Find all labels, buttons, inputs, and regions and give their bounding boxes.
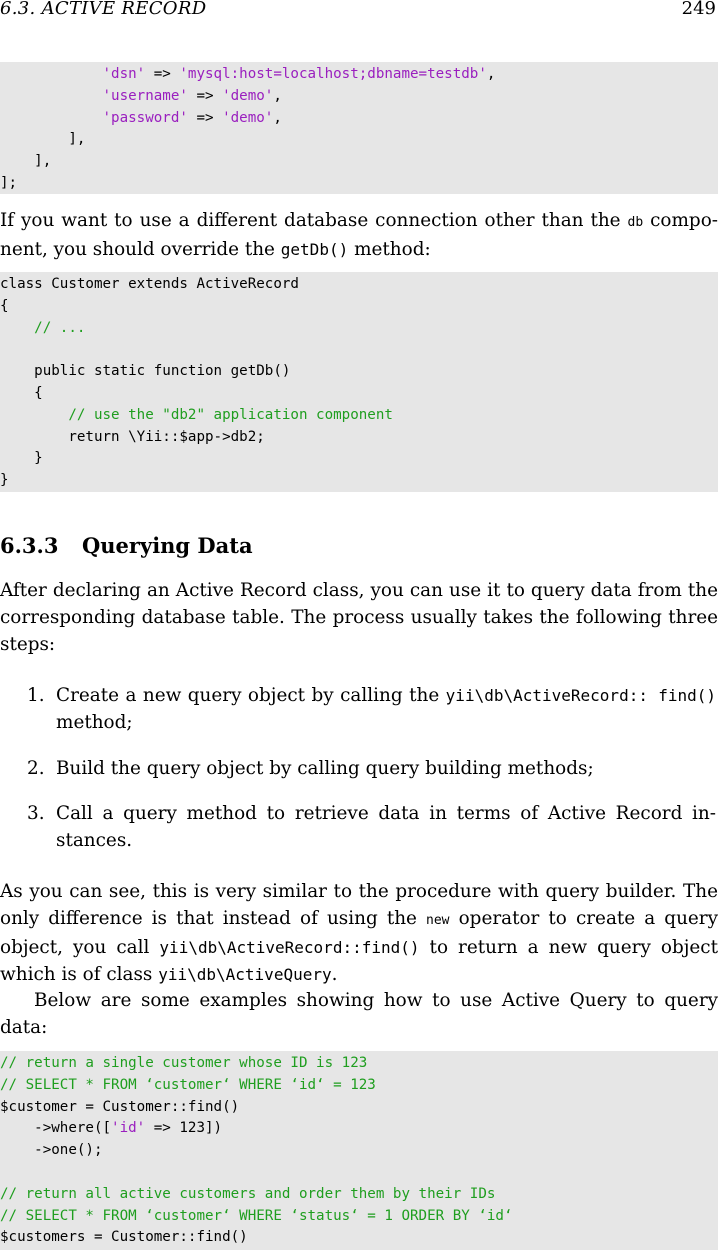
text-run [0, 66, 103, 82]
code-line [0, 383, 718, 405]
code-string: 'id' [111, 1120, 146, 1137]
inline-code: yii\db\ActiveRecord:: find() [445, 686, 716, 705]
code-comment: // return all active customers and order them by their IDs [0, 1185, 496, 1202]
code-comment: // SELECT * FROM ‘customer‘ WHERE ‘status‘ = 1 ORDER BY ‘id‘ [0, 1207, 513, 1224]
code-comment: // SELECT * FROM ‘customer‘ WHERE ‘id‘ = 123 [0, 1076, 376, 1093]
code-line [0, 448, 718, 470]
text-run [0, 320, 34, 336]
code-line [0, 274, 718, 296]
text-run: } [0, 472, 9, 489]
text-run: => [145, 66, 180, 82]
code-line [0, 405, 718, 427]
code-line [0, 427, 718, 449]
text-run: Create a new query object by calling the [56, 685, 446, 706]
inline-code: new [426, 913, 450, 928]
code-block-config [0, 62, 718, 194]
text-run: , [273, 87, 282, 104]
text-run: $customer = Customer::find() [0, 1098, 240, 1115]
section-number: 6.3.3 [0, 533, 59, 558]
code-line [0, 318, 718, 340]
list-item-number: 3. [27, 803, 45, 824]
list-item-number: 2. [27, 758, 45, 779]
code-block-examples [0, 1051, 718, 1250]
code-string: 'dsn' [102, 66, 146, 82]
inline-code: getDb() [280, 240, 349, 259]
paragraph-getdb [0, 207, 718, 263]
code-line [0, 151, 718, 173]
code-line [0, 339, 718, 361]
paragraph-examples-intro [0, 987, 718, 1041]
code-block-getdb [0, 272, 718, 492]
code-comment: // return a single customer whose ID is 123 [0, 1055, 368, 1071]
code-line [0, 1097, 718, 1119]
text-run: { [0, 384, 43, 401]
code-line [0, 1053, 718, 1075]
code-string: 'demo' [222, 87, 274, 104]
code-string: 'demo' [222, 109, 274, 126]
code-line [0, 1206, 718, 1228]
text-run: , [486, 66, 496, 82]
code-line [0, 1162, 718, 1184]
text-run: Below are some examples showing how to use Active Query to query data: [0, 990, 718, 1038]
text-run: } [0, 450, 43, 467]
inline-code: db [627, 215, 644, 230]
text-run: method; [56, 712, 133, 733]
text-run: Build the query object by calling query building methods; [56, 758, 594, 779]
code-comment: // ... [34, 319, 86, 336]
text-run: Call a query method to retrieve data in terms of Active Record in- stances. [56, 803, 716, 851]
paragraph-comparison [0, 878, 718, 988]
running-section-title: 6.3. ACTIVE RECORD [0, 0, 207, 19]
text-run: operator to create a query object, you call [0, 908, 718, 958]
list-item-text [56, 755, 716, 782]
text-run: ]; [0, 174, 18, 191]
code-line [0, 470, 718, 492]
inline-code: yii\db\ActiveRecord::find() [159, 938, 420, 957]
page-number: 249 [681, 0, 716, 19]
text-run: ], [0, 153, 52, 170]
text-run: After declaring an Active Record class, you can use it to query data from the corresponding database table. The process usually takes the following three steps: [0, 580, 718, 655]
text-run: { [0, 297, 9, 314]
code-line [0, 361, 718, 383]
text-run: to return a new query object which is of class [0, 937, 718, 985]
text-run: public static function getDb() [0, 363, 291, 380]
text-run: method: [348, 239, 431, 260]
text-run: => [187, 109, 223, 126]
code-line [0, 129, 718, 151]
text-run: ->where([ [0, 1120, 112, 1137]
code-line [0, 173, 718, 195]
section-heading [0, 533, 253, 558]
text-run [0, 110, 103, 126]
text-run [0, 407, 68, 423]
code-comment: // use the "db2" application component [68, 406, 393, 423]
code-line [0, 296, 718, 318]
code-line [0, 86, 718, 108]
text-run: $customers = Customer::find() [0, 1229, 248, 1246]
paragraph-querying-intro [0, 577, 718, 658]
text-run: => [187, 87, 223, 104]
section-title: Querying Data [82, 533, 253, 558]
list-item-text [56, 682, 716, 736]
text-run: return \Yii::$app->db2; [0, 428, 265, 445]
text-run: As you can see, this is very similar to the procedure with query builder. The only difference is that instead of using the [0, 881, 718, 929]
code-line [0, 1140, 718, 1162]
page-header [0, 0, 718, 22]
code-line [0, 64, 718, 86]
text-run: class Customer extends ActiveRecord [0, 276, 299, 292]
text-run: compo- nent, you should override the [0, 210, 718, 260]
text-run: => 123]) [145, 1120, 223, 1137]
text-run: ->one(); [0, 1142, 103, 1159]
code-string: 'username' [102, 87, 188, 104]
code-line [0, 1184, 718, 1206]
code-line [0, 1118, 718, 1140]
code-string: 'mysql:host=localhost;dbname=testdb' [179, 66, 487, 82]
list-item-number: 1. [27, 685, 45, 706]
code-line [0, 1227, 718, 1249]
text-run: If you want to use a different database connection other than the [0, 210, 628, 231]
text-run [0, 88, 103, 104]
code-line [0, 108, 718, 130]
code-line [0, 1075, 718, 1097]
text-run: . [331, 964, 338, 985]
inline-code: yii\db\ActiveQuery [158, 965, 332, 984]
code-string: 'password' [102, 109, 188, 126]
text-run: , [273, 109, 282, 126]
list-item-text [56, 800, 716, 854]
text-run: ], [0, 131, 86, 148]
